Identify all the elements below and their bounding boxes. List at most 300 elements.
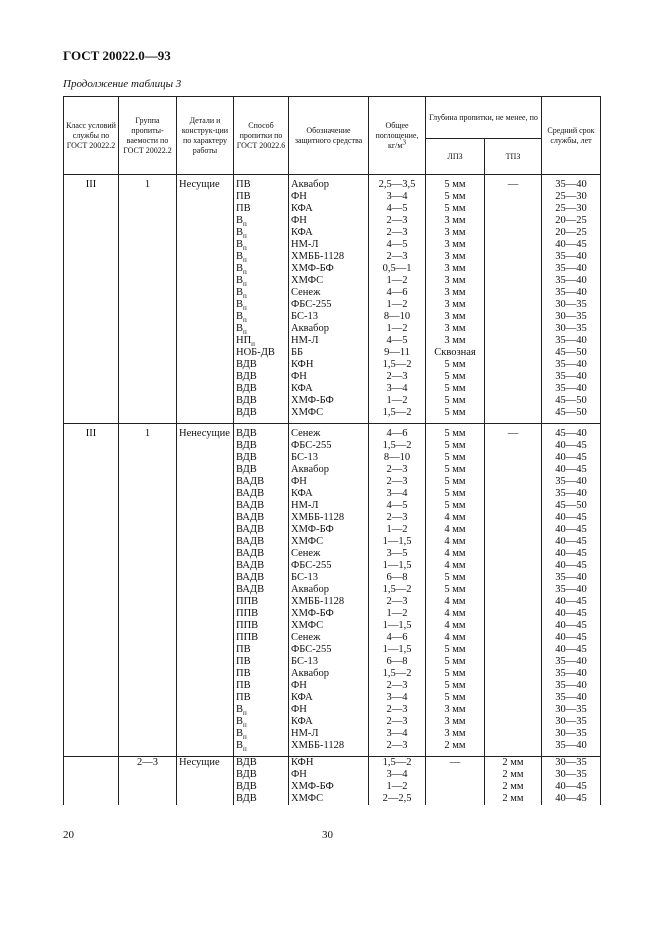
service-life-cell: 40—45	[542, 620, 601, 632]
absorption-cell: 4—5	[369, 239, 426, 251]
method-code: В	[236, 311, 244, 322]
absorption-cell: 3—4	[369, 191, 426, 203]
absorption-cell: 1,5—2	[369, 440, 426, 452]
service-life-cell: 35—40	[542, 668, 601, 680]
absorption-cell: 3—4	[369, 383, 426, 395]
method-subscript: п	[243, 721, 247, 728]
method-cell	[234, 347, 289, 359]
method-code: ППВ	[236, 632, 259, 643]
method-cell	[234, 692, 289, 704]
lpz-cell: 3 мм	[426, 311, 485, 323]
method-code: ВАДВ	[236, 536, 265, 547]
absorption-cell: 4—5	[369, 203, 426, 215]
method-cell	[234, 191, 289, 203]
method-cell	[234, 536, 289, 548]
method-cell	[234, 359, 289, 371]
service-life-cell: 30—35	[542, 716, 601, 728]
page-number-left: 20	[63, 829, 74, 841]
col-header-method: Способ пропитки по ГОСТ 20022.6	[234, 97, 289, 175]
service-life-cell: 30—35	[542, 728, 601, 740]
method-cell	[234, 452, 289, 464]
method-cell	[234, 512, 289, 524]
agent-cell: ХМББ-1128	[289, 596, 369, 608]
service-life-cell: 20—25	[542, 215, 601, 227]
service-life-cell: 30—35	[542, 769, 601, 781]
method-subscript: п	[243, 709, 247, 716]
method-cell	[234, 464, 289, 476]
method-cell	[234, 323, 289, 335]
absorption-cell: 2—3	[369, 704, 426, 716]
method-code: ППВ	[236, 608, 259, 619]
impregnation-table	[63, 96, 601, 805]
method-code: ВАДВ	[236, 512, 265, 523]
agent-cell: НМ-Л	[289, 728, 369, 740]
method-cell	[234, 215, 289, 227]
method-code: ПВ	[236, 191, 251, 202]
lpz-cell: 5 мм	[426, 668, 485, 680]
group-cell: 1	[119, 428, 177, 752]
method-cell	[234, 383, 289, 395]
method-cell	[234, 263, 289, 275]
agent-cell: ФН	[289, 680, 369, 692]
absorption-cell: 1—2	[369, 608, 426, 620]
absorption-cell: 8—10	[369, 452, 426, 464]
method-code: ВДВ	[236, 452, 257, 463]
class-cell	[64, 757, 119, 806]
method-cell	[234, 299, 289, 311]
lpz-cell: 5 мм	[426, 428, 485, 440]
method-cell	[234, 572, 289, 584]
agent-cell: Сенеж	[289, 428, 369, 440]
group-cell: 2—3	[119, 757, 177, 806]
absorption-cell: 2—3	[369, 512, 426, 524]
agent-cell: КФА	[289, 716, 369, 728]
method-code: В	[236, 287, 244, 298]
absorption-cell: 4—5	[369, 335, 426, 347]
method-cell	[234, 287, 289, 299]
service-life-cell: 40—45	[542, 440, 601, 452]
agent-cell: ХМББ-1128	[289, 512, 369, 524]
absorption-cell: 1,5—2	[369, 584, 426, 596]
agent-cell: ФН	[289, 191, 369, 203]
absorption-cell: 1—2	[369, 275, 426, 287]
col-header-agent: Обозначение защитного средства	[289, 97, 369, 175]
method-code: ВАДВ	[236, 560, 265, 571]
agent-cell: ХМФС	[289, 793, 369, 805]
absorption-cell: 1—2	[369, 395, 426, 407]
detail-cell: Ненесущие	[177, 428, 234, 752]
absorption-cell: 2—3	[369, 596, 426, 608]
agent-cell: Аквабор	[289, 584, 369, 596]
lpz-cell: 5 мм	[426, 488, 485, 500]
lpz-cell: 2 мм	[426, 740, 485, 752]
service-life-cell: 35—40	[542, 692, 601, 704]
method-subscript: п	[243, 292, 247, 299]
absorption-cell: 2—3	[369, 716, 426, 728]
lpz-cell: 4 мм	[426, 524, 485, 536]
method-cell	[234, 335, 289, 347]
col-header-detail: Детали и конструк-ции по характеру работы	[177, 97, 234, 175]
agent-cell: ХМФС	[289, 620, 369, 632]
method-code: ВАДВ	[236, 572, 265, 583]
method-code: ВАДВ	[236, 500, 265, 511]
method-cell	[234, 620, 289, 632]
method-code: В	[236, 299, 244, 310]
method-cell	[234, 179, 289, 191]
method-cell	[234, 560, 289, 572]
absorption-cell: 2—3	[369, 476, 426, 488]
method-cell	[234, 680, 289, 692]
table-continuation-caption: Продолжение таблицы 3	[63, 78, 182, 90]
absorption-cell: 0,5—1	[369, 263, 426, 275]
method-cell	[234, 227, 289, 239]
lpz-cell: 3 мм	[426, 335, 485, 347]
col-header-absorption: Общее поглощение, $кг/м^3$	[369, 97, 426, 175]
method-cell	[234, 239, 289, 251]
agent-cell: ББ	[289, 347, 369, 359]
absorption-cell: 2—3	[369, 251, 426, 263]
lpz-cell: 5 мм	[426, 395, 485, 407]
lpz-cell: 5 мм	[426, 584, 485, 596]
agent-cell: КФА	[289, 488, 369, 500]
lpz-cell: 4 мм	[426, 608, 485, 620]
tpz-cell: —	[485, 179, 542, 419]
method-code: В	[236, 251, 244, 262]
service-life-cell: 35—40	[542, 371, 601, 383]
agent-cell: ФН	[289, 215, 369, 227]
method-subscript: п	[243, 304, 247, 311]
service-life-cell: 35—40	[542, 179, 601, 191]
method-code: ВАДВ	[236, 584, 265, 595]
agent-cell: Сенеж	[289, 548, 369, 560]
method-subscript: п	[251, 340, 255, 347]
absorption-cell: 2—3	[369, 215, 426, 227]
absorption-cell: 9—11	[369, 347, 426, 359]
lpz-cell: 3 мм	[426, 299, 485, 311]
method-code: ВДВ	[236, 781, 257, 792]
service-life-cell: 45—50	[542, 395, 601, 407]
method-subscript: п	[243, 328, 247, 335]
method-cell	[234, 488, 289, 500]
agent-cell: КФА	[289, 692, 369, 704]
absorption-cell: 1,5—2	[369, 757, 426, 770]
absorption-cell: 2,5—3,5	[369, 179, 426, 191]
service-life-cell: 40—45	[542, 536, 601, 548]
lpz-cell: 3 мм	[426, 716, 485, 728]
method-code: В	[236, 740, 244, 751]
method-cell	[234, 716, 289, 728]
agent-cell: ФН	[289, 769, 369, 781]
method-cell	[234, 428, 289, 440]
method-cell	[234, 704, 289, 716]
agent-cell: КФН	[289, 359, 369, 371]
lpz-cell: 4 мм	[426, 548, 485, 560]
service-life-cell: 30—35	[542, 757, 601, 770]
lpz-cell: 5 мм	[426, 452, 485, 464]
method-cell	[234, 407, 289, 419]
method-subscript: п	[243, 244, 247, 251]
method-code: ВАДВ	[236, 476, 265, 487]
method-subscript: п	[243, 256, 247, 263]
detail-cell: Несущие	[177, 179, 234, 419]
agent-cell: ХМФ-БФ	[289, 395, 369, 407]
method-cell	[234, 524, 289, 536]
lpz-cell: 5 мм	[426, 440, 485, 452]
tpz-cell: 2 мм	[485, 769, 542, 781]
absorption-cell: 3—5	[369, 548, 426, 560]
agent-cell: НМ-Л	[289, 335, 369, 347]
absorption-cell: 1,5—2	[369, 359, 426, 371]
method-code: ВДВ	[236, 464, 257, 475]
lpz-cell: 4 мм	[426, 512, 485, 524]
lpz-cell: 4 мм	[426, 620, 485, 632]
absorption-cell: 6—8	[369, 572, 426, 584]
method-code: В	[236, 263, 244, 274]
col-header-tpz: ТПЗ	[485, 139, 542, 175]
agent-cell: Сенеж	[289, 632, 369, 644]
lpz-cell: 5 мм	[426, 203, 485, 215]
agent-cell: ХМББ-1128	[289, 740, 369, 752]
method-cell	[234, 500, 289, 512]
method-cell	[234, 781, 289, 793]
absorption-cell: 8—10	[369, 311, 426, 323]
service-life-cell: 40—45	[542, 781, 601, 793]
method-code: В	[236, 704, 244, 715]
agent-cell: КФН	[289, 757, 369, 770]
service-life-cell: 40—45	[542, 608, 601, 620]
lpz-cell: 5 мм	[426, 179, 485, 191]
absorption-cell: 1,5—2	[369, 407, 426, 419]
method-cell	[234, 656, 289, 668]
service-life-cell: 35—40	[542, 740, 601, 752]
table-row	[64, 757, 601, 770]
absorption-cell: 2—3	[369, 464, 426, 476]
lpz-cell: 3 мм	[426, 275, 485, 287]
method-code: ВДВ	[236, 359, 257, 370]
absorption-cell: 2—3	[369, 740, 426, 752]
method-cell	[234, 793, 289, 805]
method-subscript: п	[243, 745, 247, 752]
method-cell	[234, 728, 289, 740]
agent-cell: БС-13	[289, 572, 369, 584]
agent-cell: Аквабор	[289, 668, 369, 680]
method-subscript: п	[243, 280, 247, 287]
method-code: ВДВ	[236, 383, 257, 394]
table-row	[64, 428, 601, 440]
method-code: ПВ	[236, 668, 251, 679]
agent-cell: ХМФС	[289, 275, 369, 287]
absorption-cell: 1,5—2	[369, 668, 426, 680]
absorption-cell: 2—3	[369, 371, 426, 383]
method-code: НП	[236, 335, 252, 346]
agent-cell: ХМФ-БФ	[289, 524, 369, 536]
lpz-cell: 3 мм	[426, 728, 485, 740]
service-life-cell: 45—50	[542, 500, 601, 512]
service-life-cell: 35—40	[542, 680, 601, 692]
method-subscript: п	[243, 316, 247, 323]
method-code: ППВ	[236, 620, 259, 631]
method-cell	[234, 668, 289, 680]
service-life-cell: 40—45	[542, 452, 601, 464]
method-code: ПВ	[236, 179, 251, 190]
agent-cell: ХМФ-БФ	[289, 263, 369, 275]
method-subscript: п	[243, 733, 247, 740]
lpz-cell: 3 мм	[426, 227, 485, 239]
agent-cell: ХМФ-БФ	[289, 781, 369, 793]
service-life-cell: 25—30	[542, 203, 601, 215]
method-code: ВДВ	[236, 395, 257, 406]
service-life-cell: 30—35	[542, 311, 601, 323]
method-cell	[234, 608, 289, 620]
method-code: ВДВ	[236, 440, 257, 451]
method-cell	[234, 476, 289, 488]
service-life-cell: 35—40	[542, 476, 601, 488]
absorption-cell: 1—2	[369, 524, 426, 536]
service-life-cell: 35—40	[542, 287, 601, 299]
method-code: ПВ	[236, 656, 251, 667]
method-cell	[234, 740, 289, 752]
lpz-cell: —	[426, 757, 485, 806]
method-cell	[234, 311, 289, 323]
agent-cell: НМ-Л	[289, 239, 369, 251]
absorption-cell: 1—1,5	[369, 560, 426, 572]
method-subscript: п	[243, 220, 247, 227]
service-life-cell: 40—45	[542, 524, 601, 536]
agent-cell: НМ-Л	[289, 500, 369, 512]
lpz-cell: 5 мм	[426, 371, 485, 383]
absorption-cell: 4—6	[369, 632, 426, 644]
service-life-cell: 40—45	[542, 464, 601, 476]
service-life-cell: 40—45	[542, 512, 601, 524]
method-code: ПВ	[236, 692, 251, 703]
tpz-cell: 2 мм	[485, 781, 542, 793]
lpz-cell: 4 мм	[426, 560, 485, 572]
method-code: ВАДВ	[236, 524, 265, 535]
agent-cell: ФБС-255	[289, 560, 369, 572]
detail-cell: Несущие	[177, 757, 234, 806]
method-code: ВДВ	[236, 371, 257, 382]
method-cell	[234, 644, 289, 656]
absorption-cell: 2—2,5	[369, 793, 426, 805]
lpz-cell: 3 мм	[426, 704, 485, 716]
absorption-cell: 1—1,5	[369, 620, 426, 632]
service-life-cell: 35—40	[542, 656, 601, 668]
lpz-cell: 3 мм	[426, 323, 485, 335]
method-code: ППВ	[236, 596, 259, 607]
agent-cell: ХМФС	[289, 407, 369, 419]
class-cell: III	[64, 428, 119, 752]
class-cell: III	[64, 179, 119, 419]
service-life-cell: 35—40	[542, 584, 601, 596]
lpz-cell: 3 мм	[426, 251, 485, 263]
lpz-cell: 5 мм	[426, 476, 485, 488]
agent-cell: ФН	[289, 371, 369, 383]
service-life-cell: 40—45	[542, 632, 601, 644]
absorption-cell: 1—1,5	[369, 644, 426, 656]
lpz-cell: 5 мм	[426, 500, 485, 512]
method-cell	[234, 251, 289, 263]
service-life-cell: 40—45	[542, 239, 601, 251]
service-life-cell: 40—45	[542, 560, 601, 572]
method-code: ВАДВ	[236, 548, 265, 559]
method-code: ВДВ	[236, 793, 257, 804]
method-code: ВАДВ	[236, 488, 265, 499]
service-life-cell: 30—35	[542, 323, 601, 335]
method-cell	[234, 371, 289, 383]
service-life-cell: 30—35	[542, 299, 601, 311]
absorption-cell: 4—6	[369, 428, 426, 440]
service-life-cell: 45—50	[542, 347, 601, 359]
agent-cell: ФБС-255	[289, 440, 369, 452]
method-code: ПВ	[236, 644, 251, 655]
group-cell: 1	[119, 179, 177, 419]
service-life-cell: 30—35	[542, 704, 601, 716]
service-life-cell: 35—40	[542, 383, 601, 395]
method-cell	[234, 596, 289, 608]
service-life-cell: 40—45	[542, 644, 601, 656]
method-cell	[234, 584, 289, 596]
tpz-cell: 2 мм	[485, 793, 542, 805]
lpz-cell: Сквозная	[426, 347, 485, 359]
lpz-cell: 3 мм	[426, 215, 485, 227]
method-cell	[234, 395, 289, 407]
agent-cell: ФН	[289, 476, 369, 488]
absorption-cell: 1—2	[369, 323, 426, 335]
col-header-group: Группа пропиты-ваемости по ГОСТ 20022.2	[119, 97, 177, 175]
absorption-cell: 2—3	[369, 227, 426, 239]
absorption-cell: 1—2	[369, 299, 426, 311]
lpz-cell: 3 мм	[426, 287, 485, 299]
agent-cell: ФН	[289, 704, 369, 716]
lpz-cell: 3 мм	[426, 263, 485, 275]
method-code: ВДВ	[236, 407, 257, 418]
lpz-cell: 3 мм	[426, 239, 485, 251]
service-life-cell: 25—30	[542, 191, 601, 203]
agent-cell: ФБС-255	[289, 644, 369, 656]
agent-cell: ФБС-255	[289, 299, 369, 311]
col-header-lpz: ЛПЗ	[426, 139, 485, 175]
absorption-cell: 3—4	[369, 728, 426, 740]
agent-cell: БС-13	[289, 452, 369, 464]
lpz-cell: 5 мм	[426, 464, 485, 476]
method-cell	[234, 632, 289, 644]
tpz-cell: 2 мм	[485, 757, 542, 770]
service-life-cell: 35—40	[542, 251, 601, 263]
absorption-cell: 2—3	[369, 680, 426, 692]
method-code: В	[236, 323, 244, 334]
agent-cell: БС-13	[289, 656, 369, 668]
method-code: В	[236, 275, 244, 286]
lpz-cell: 5 мм	[426, 656, 485, 668]
method-code: ВДВ	[236, 757, 257, 768]
col-header-class: Класс условий службы по ГОСТ 20022.2	[64, 97, 119, 175]
service-life-cell: 35—40	[542, 275, 601, 287]
absorption-cell: 6—8	[369, 656, 426, 668]
service-life-cell: 35—40	[542, 335, 601, 347]
service-life-cell: 45—50	[542, 407, 601, 419]
service-life-cell: 35—40	[542, 572, 601, 584]
agent-cell: КФА	[289, 203, 369, 215]
absorption-cell: 4—5	[369, 500, 426, 512]
service-life-cell: 35—40	[542, 488, 601, 500]
method-cell	[234, 440, 289, 452]
service-life-cell: 45—40	[542, 428, 601, 440]
absorption-cell: 4—6	[369, 287, 426, 299]
agent-cell: Аквабор	[289, 464, 369, 476]
lpz-cell: 5 мм	[426, 407, 485, 419]
lpz-cell: 5 мм	[426, 680, 485, 692]
service-life-cell: 20—25	[542, 227, 601, 239]
